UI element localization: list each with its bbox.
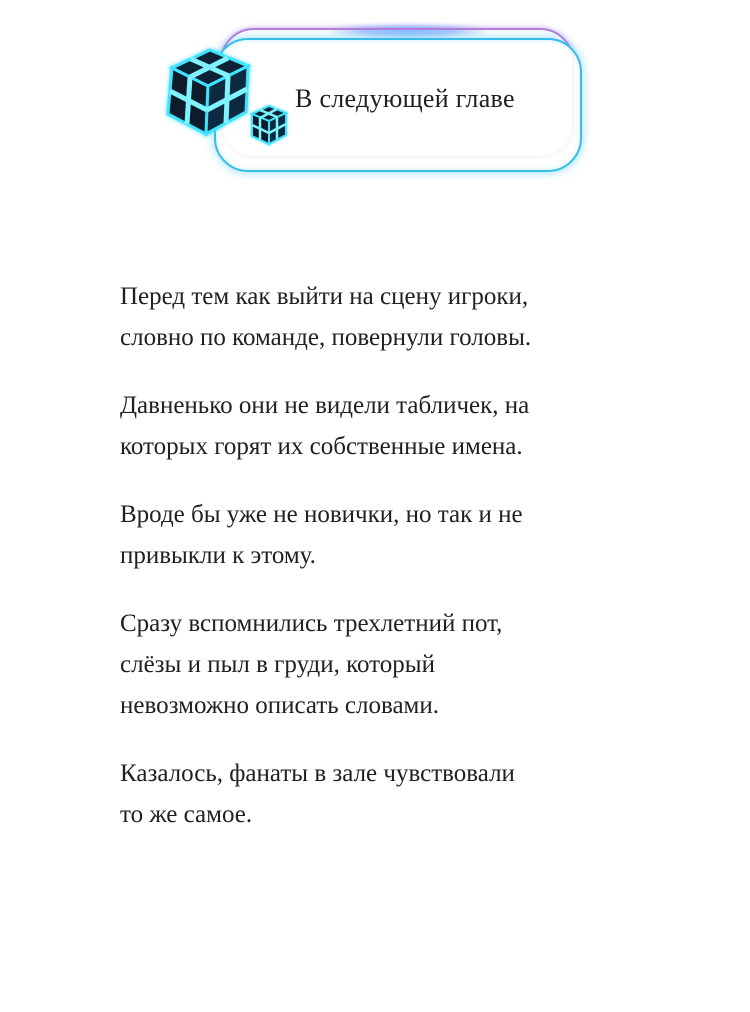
text-line: привыкли к этому. [120,542,316,569]
text-line: словно по команде, повернули головы. [120,324,532,351]
text-line: невозможно описать словами. [120,692,440,719]
paragraph [120,276,680,358]
gift-cube-icon [150,42,260,142]
next-chapter-title: В следующей главе [295,84,515,113]
text-line: Перед тем как выйти на сцену игроки, [120,283,529,310]
text-line: то же самое. [120,801,253,828]
text-line: Вроде бы уже не новички, но так и не [120,501,523,528]
paragraph [120,753,680,835]
next-chapter-banner [140,10,600,190]
paragraph [120,603,680,726]
chapter-preview-text [120,276,680,862]
paragraph [120,494,680,576]
text-line: Сразу вспомнились трехлетний пот, [120,610,503,637]
text-line: которых горят их собственные имена. [120,433,523,460]
paragraph [120,385,680,467]
text-line: Казалось, фанаты в зале чувствовали [120,760,515,787]
gift-cube-icon [246,102,292,148]
text-line: Давненько они не видели табличек, на [120,392,530,419]
text-line: слёзы и пыл в груди, который [120,651,435,678]
